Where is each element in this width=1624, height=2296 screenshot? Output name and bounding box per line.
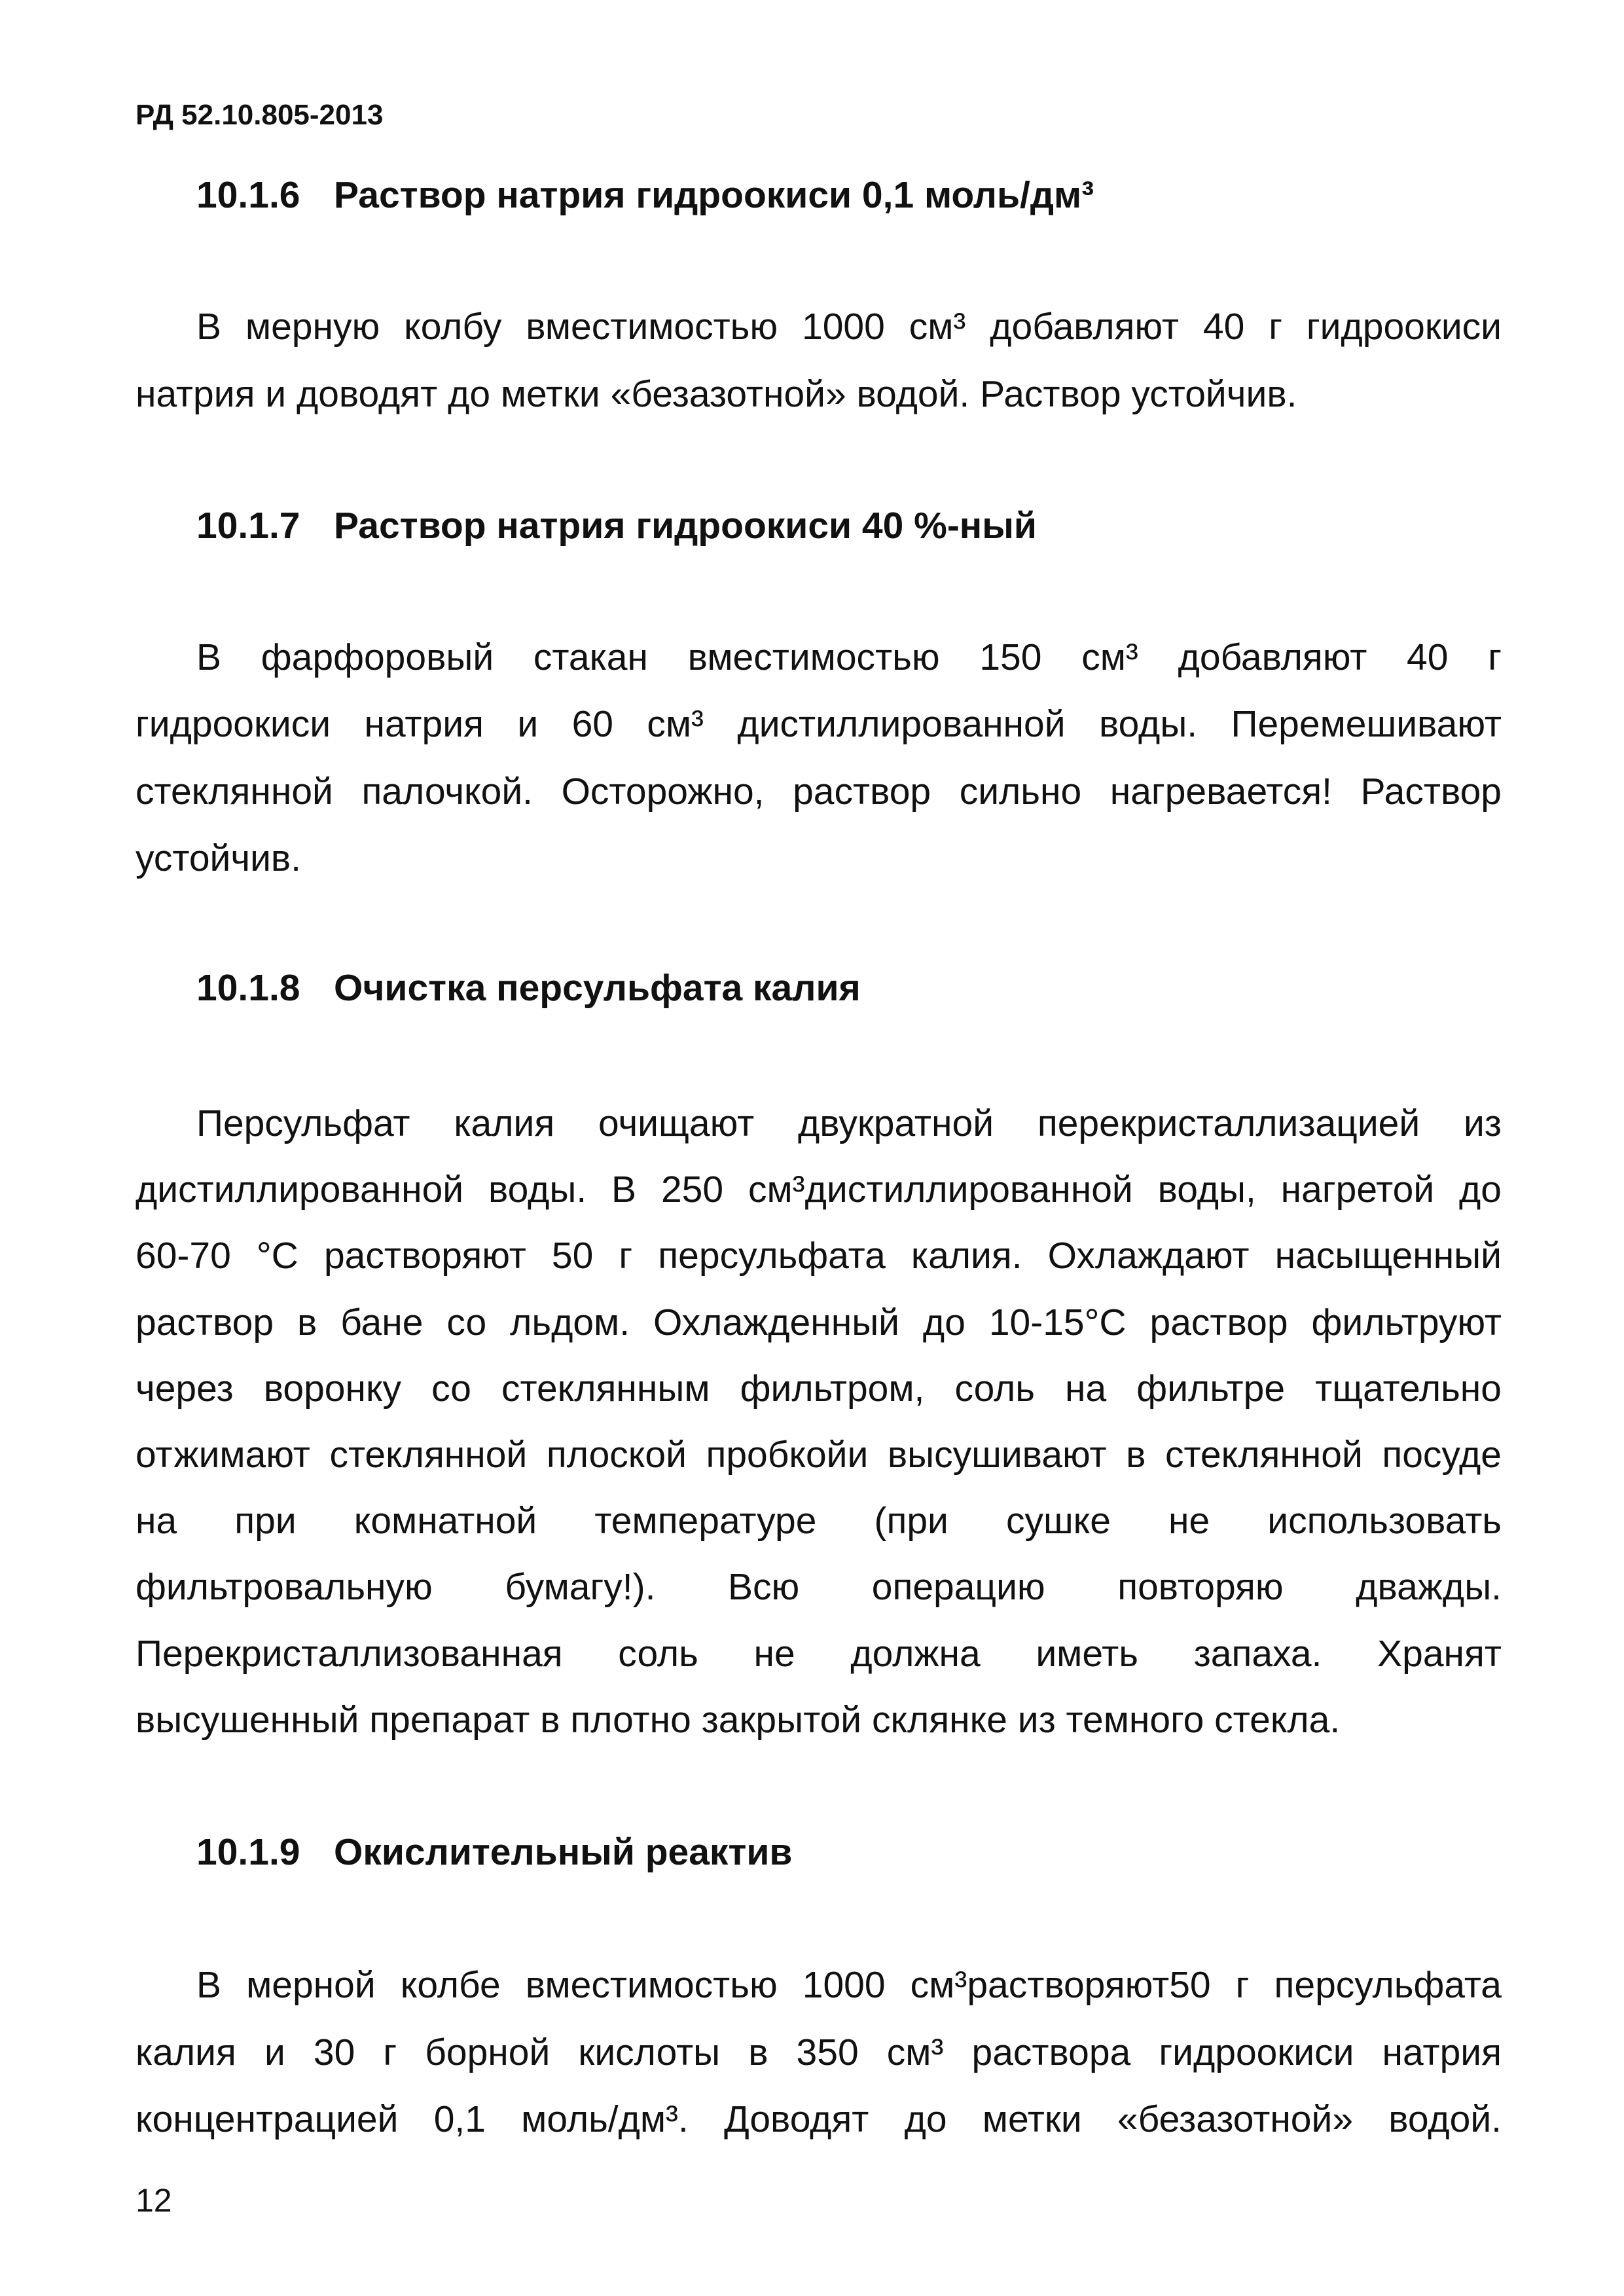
- paragraph-line: калия и 30 г борной кислоты в 350 см³ раствора гидроокиси натрия: [135, 2031, 1502, 2073]
- section-title: Раствор натрия гидроокиси 40 %-ный: [334, 505, 1037, 547]
- paragraph-line: Персульфат калия очищают двукратной перекристаллизацией из: [196, 1102, 1502, 1144]
- page-number: 12: [135, 2182, 172, 2219]
- paragraph-line: В мерную колбу вместимостью 1000 см³ добавляют 40 г гидроокиси: [196, 306, 1502, 348]
- paragraph-line: натрия и доводят до метки «безазотной» водой. Раствор устойчив.: [135, 373, 1297, 415]
- section-paragraph: [135, 1091, 1502, 1753]
- section-title: Окислительный реактив: [334, 1831, 793, 1873]
- paragraph-line: 60-70 °С растворяют 50 г персульфата калия. Охлаждают насыщенный: [135, 1235, 1502, 1277]
- section-number: 10.1.9: [196, 1831, 300, 1873]
- section-number: 10.1.8: [196, 967, 300, 1009]
- section-heading: [196, 505, 1037, 547]
- paragraph-line: раствор в бане со льдом. Охлажденный до 10-15°С раствор фильтруют: [135, 1301, 1502, 1343]
- paragraph-line: через воронку со стеклянным фильтром, соль на фильтре тщательно: [135, 1367, 1502, 1410]
- section-number: 10.1.7: [196, 505, 300, 547]
- section-number: 10.1.6: [196, 174, 300, 216]
- section-paragraph: [135, 293, 1502, 428]
- paragraph-line: стеклянной палочкой. Осторожно, раствор сильно нагревается! Раствор: [135, 770, 1502, 812]
- section-paragraph: [135, 1952, 1502, 2153]
- paragraph-line: устойчив.: [135, 837, 302, 879]
- section-title: Очистка персульфата калия: [334, 967, 861, 1009]
- paragraph-line: гидроокиси натрия и 60 см³ дистиллированной воды. Перемешивают: [135, 703, 1502, 746]
- section-paragraph: [135, 624, 1502, 892]
- section-title: Раствор натрия гидроокиси 0,1 моль/дм³: [334, 174, 1094, 216]
- paragraph-line: В мерной колбе вместимостью 1000 см³растворяют50 г персульфата: [196, 1964, 1502, 2006]
- paragraph-line: отжимают стеклянной плоской пробкойи высушивают в стеклянной посуде: [135, 1434, 1502, 1476]
- paragraph-line: Перекристаллизованная соль не должна иметь запаха. Хранят: [135, 1632, 1502, 1675]
- section-heading: [196, 967, 861, 1009]
- paragraph-line: В фарфоровый стакан вместимостью 150 см³ добавляют 40 г: [196, 636, 1502, 678]
- paragraph-line: фильтровальную бумагу!). Всю операцию повторяю дважды.: [135, 1566, 1502, 1609]
- paragraph-line: на при комнатной температуре (при сушке не использовать: [135, 1500, 1502, 1542]
- paragraph-line: дистиллированной воды. В 250 см³дистиллированной воды, нагретой до: [135, 1169, 1502, 1211]
- paragraph-line: концентрацией 0,1 моль/дм³. Доводят до метки «безазотной» водой.: [135, 2098, 1502, 2140]
- document-code-header: РД 52.10.805-2013: [135, 99, 384, 131]
- section-heading: [196, 174, 1094, 216]
- section-heading: [196, 1831, 792, 1873]
- paragraph-line: высушенный препарат в плотно закрытой склянке из темного стекла.: [135, 1698, 1341, 1741]
